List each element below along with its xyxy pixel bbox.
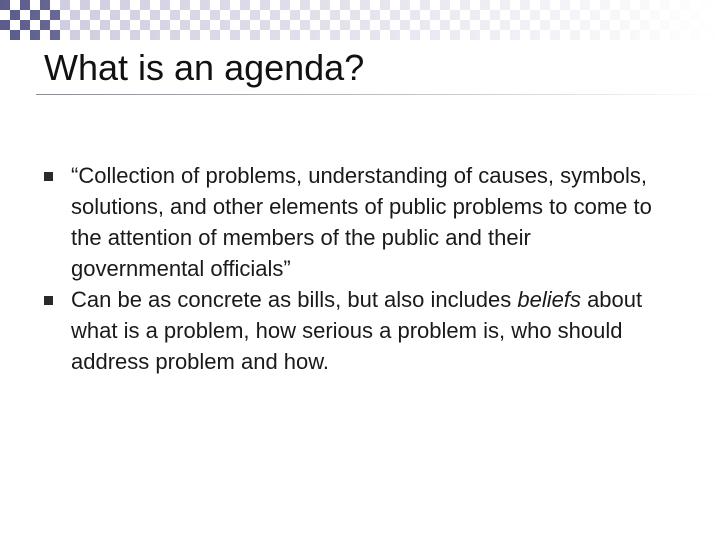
bullet-text-part: about what is a problem, how serious a problem is, who should address problem and how. [71, 287, 643, 374]
square-bullet-icon [44, 296, 53, 305]
title-divider [36, 94, 720, 95]
bullet-text [71, 287, 642, 374]
bullet-item [44, 284, 664, 377]
emphasized-word: beliefs [517, 287, 581, 312]
bullet-list [44, 160, 664, 377]
checkered-header-decoration [0, 0, 720, 40]
bullet-text: “Collection of problems, understanding of causes, symbols, solutions, and other elements of public problems to come to the attention of members of the public and their governmental officials” [71, 163, 652, 281]
bullet-text-part: Can be as concrete as bills, but also includes [71, 287, 518, 312]
slide-title: What is an agenda? [44, 47, 365, 88]
square-bullet-icon [44, 172, 53, 181]
bullet-item [44, 160, 664, 284]
